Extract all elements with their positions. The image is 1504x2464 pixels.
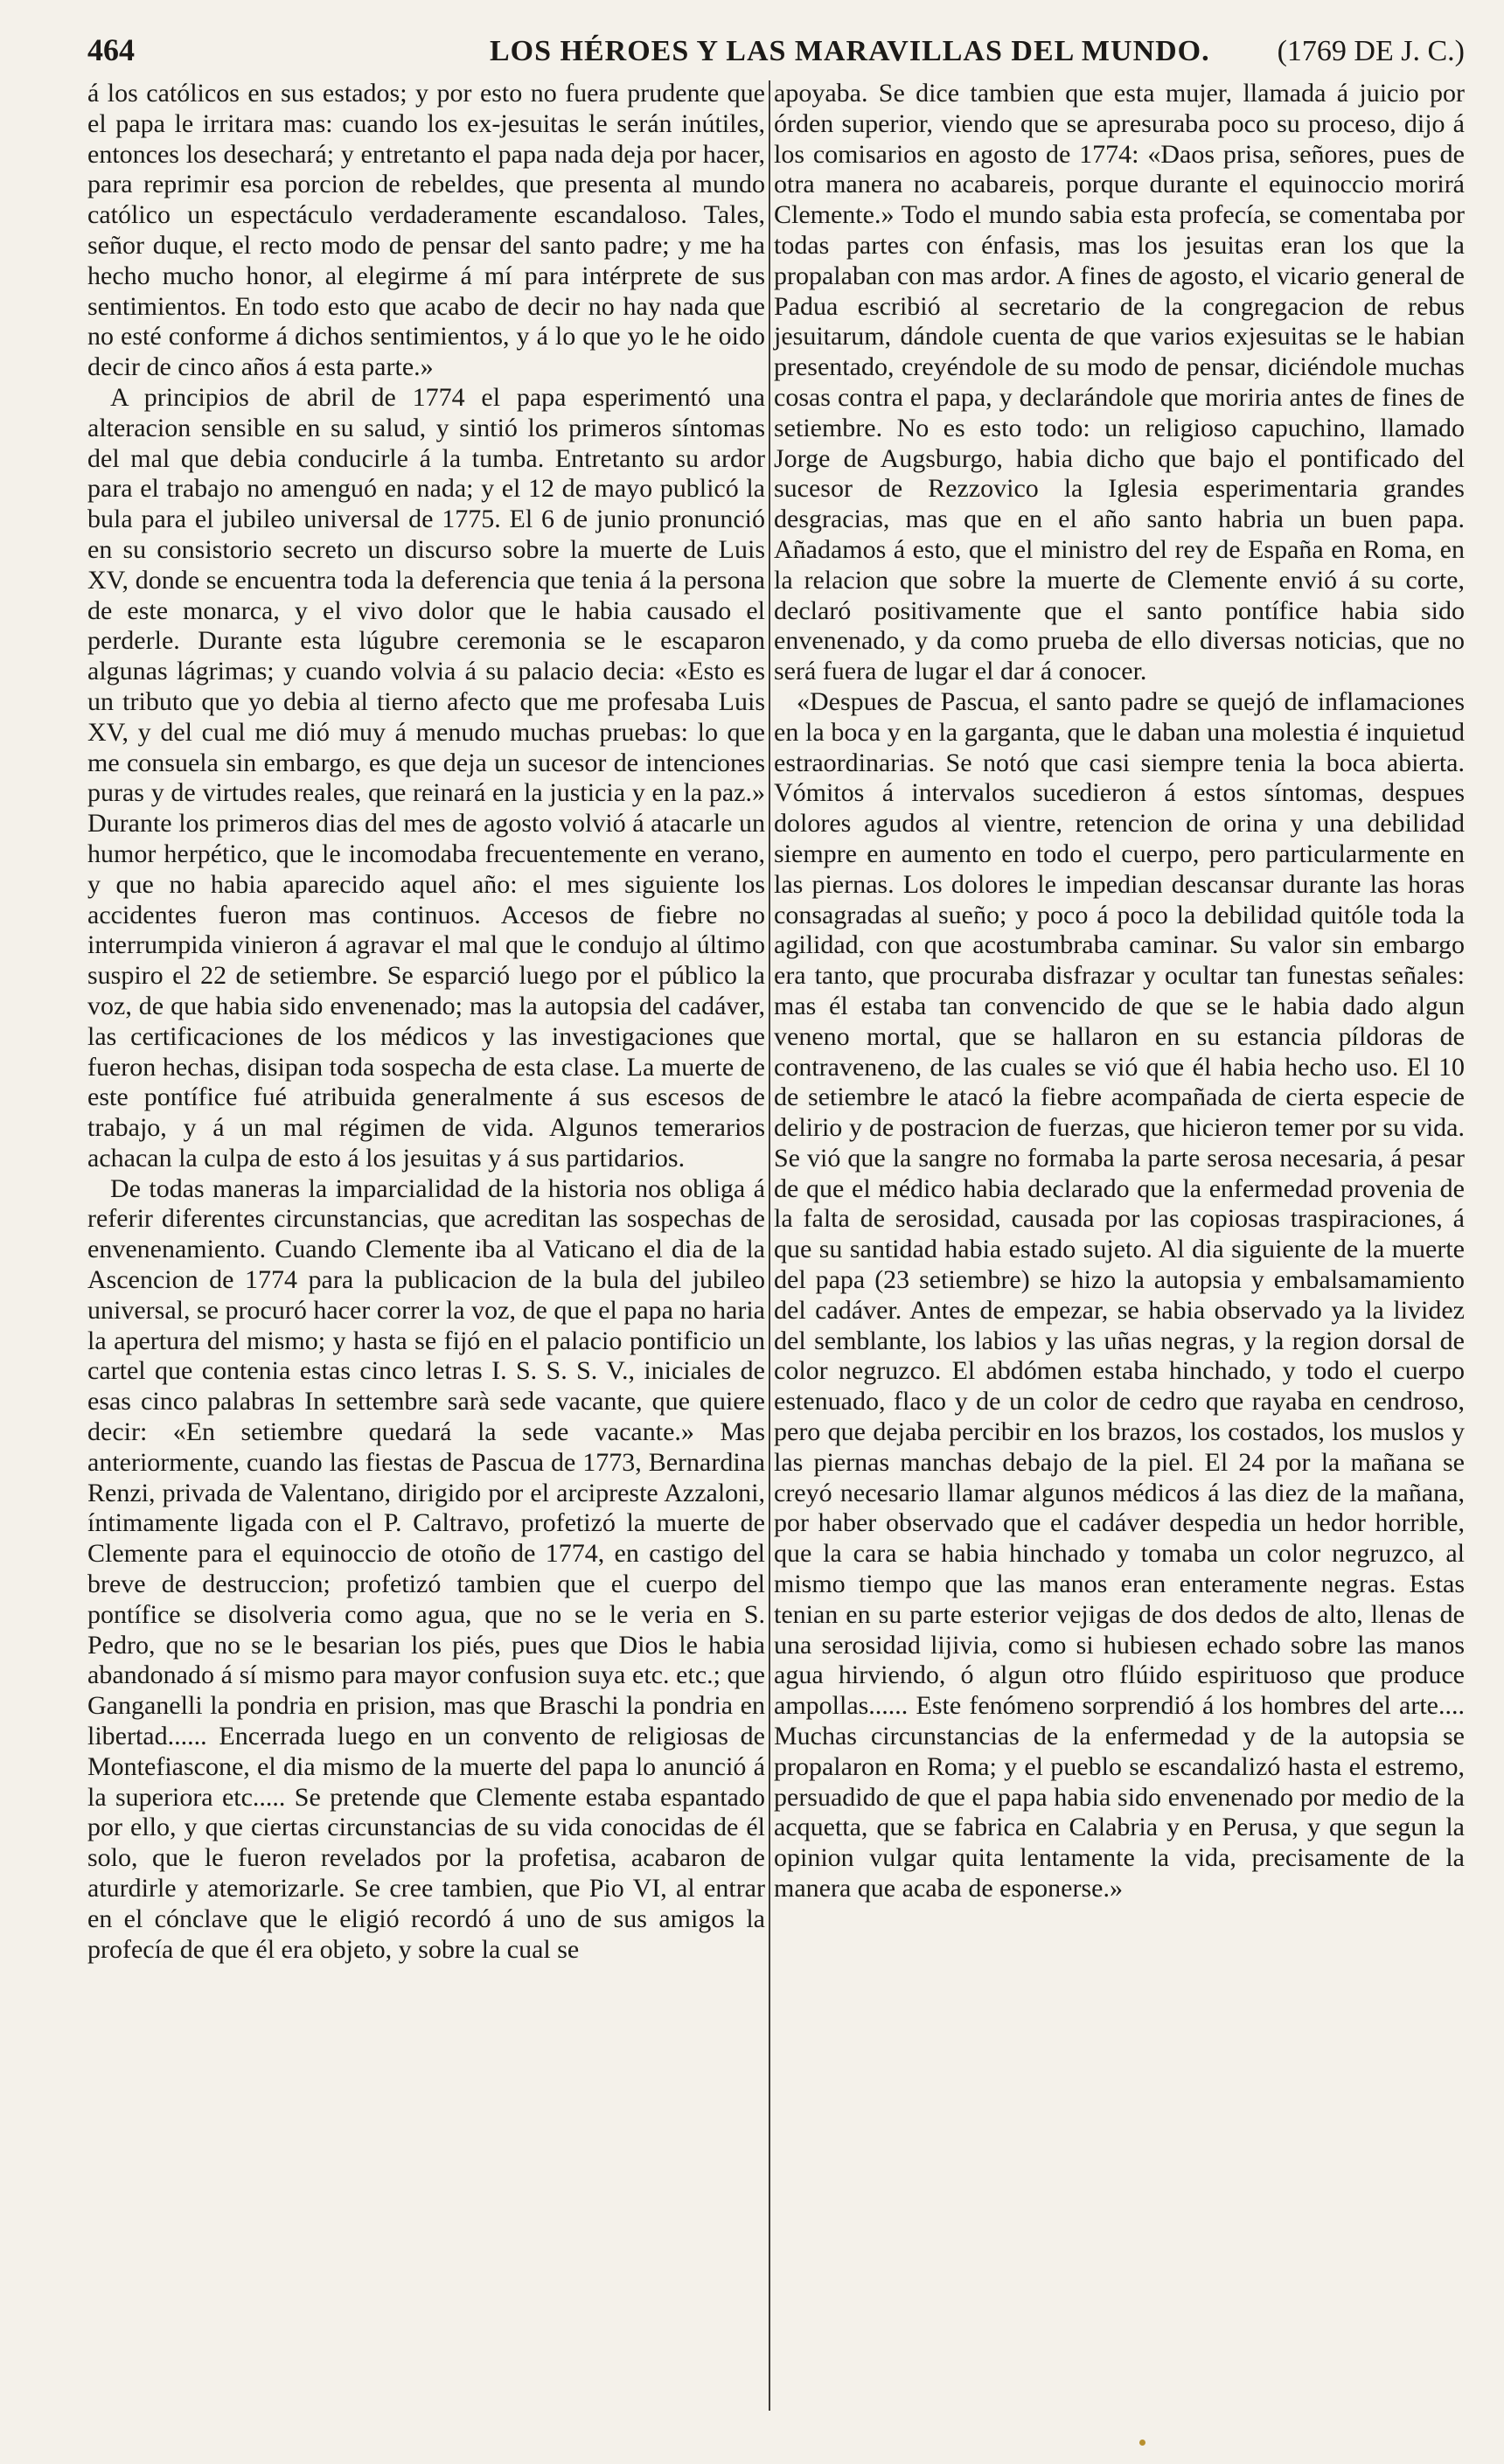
running-header	[87, 26, 1465, 79]
right-column	[774, 79, 1465, 1904]
paragraph: De todas maneras la imparcialidad de la historia nos obliga á referir diferentes circunstancias, que acreditan las sospechas de envenenamiento. Cuando Clemente iba al Vaticano el dia de la Ascencion de 1774 para la publicacion de la bula del jubileo universal, se procuró hacer correr la voz, de que el papa no haria la apertura del mismo; y hasta se fijó en el palacio pontificio un cartel que contenia estas cinco letras I. S. S. S. V., iniciales de esas cinco palabras In settembre sarà sede vacante, que quiere decir: «En setiembre quedará la sede vacante.» Mas anteriormente, cuando las fiestas de Pascua de 1773, Bernardina Renzi, privada de Valentano, dirigido por el arcipreste Azzaloni, íntimamente ligada con el P. Caltravo, profetizó la muerte de Clemente para el equinoccio de otoño de 1774, en castigo del breve de destruccion; profetizó tambien que el cuerpo del pontífice se disolveria como agua, que no se le veria en S. Pedro, que no se le besarian los piés, pues que Dios le habia abandonado á sí mismo para mayor confusion suya etc. etc.; que Ganganelli la pondria en prision, mas que Braschi la pondria en libertad...... Encerrada luego en un convento de religiosas de Montefiascone, el dia mismo de la muerte del papa lo anunció á la superiora etc..... Se pretende que Clemente estaba espantado por ello, y que ciertas circunstancias de su vida conocidas de él solo, que le fueron revelados por la profetisa, acabaron de aturdirle y atemorizarle. Se cree tambien, que Pio VI, al entrar en el cónclave que le eligió recordó á uno de sus amigos la profecía de que él era objeto, y sobre la cual se	[87, 1173, 765, 1964]
ink-spot	[1139, 2440, 1145, 2446]
left-column	[87, 79, 765, 1965]
paragraph: A principios de abril de 1774 el papa esperimentó una alteracion sensible en su salud, y sintió los primeros síntomas del mal que debia conducirle á la tumba. Entretanto su ardor para el trabajo no amenguó en nada; y el 12 de mayo publicó la bula para el jubileo universal de 1775. El 6 de junio pronunció en su consistorio secreto un discurso sobre la muerte de Luis XV, donde se encuentra toda la deferencia que tenia á la persona de este monarca, y el vivo dolor que le habia causado el perderle. Durante esta lúgubre ceremonia se le escaparon algunas lágrimas; y cuando volvia á su palacio decia: «Esto es un tributo que yo debia al tierno afecto que me profesaba Luis XV, y del cual me dió muy á menudo muchas pruebas: lo que me consuela sin embargo, es que deja un sucesor de intenciones puras y de virtudes reales, que reinará en la justicia y en la paz.» Durante los primeros dias del mes de agosto volvió á atacarle un humor herpético, que le incomodaba frecuentemente en verano, y que no habia aparecido aquel año: el mes siguiente los accidentes fueron mas continuos. Accesos de fiebre no interrumpida vinieron á agravar el mal que le condujo al último suspiro el 22 de setiembre. Se esparció luego por el público la voz, de que habia sido envenenado; mas la autopsia del cadáver, las certificaciones de los médicos y las investigaciones que fueron hechas, disipan toda sospecha de esta clase. La muerte de este pontífice fué atribuida generalmente á sus escesos de trabajo, y á un mal régimen de vida. Algunos temerarios achacan la culpa de esto á los jesuitas y á sus partidarios.	[87, 382, 765, 1173]
page-number: 464	[87, 32, 135, 67]
paragraph: á los católicos en sus estados; y por esto no fuera prudente que el papa le irritara mas: cuando los ex-jesuitas le serán inútiles, entonces los desechará; y entretanto el papa nada deja por hacer, para reprimir esa porcion de rebeldes, que presenta al mundo católico un espectáculo verdaderamente escandaloso. Tales, señor duque, el recto modo de pensar del santo padre; y me ha hecho mucho honor, al elegirme á mí para intérprete de sus sentimientos. En todo esto que acabo de decir no hay nada que no esté conforme á dichos sentimientos, y á lo que yo le he oido decir de cinco años á esta parte.»	[87, 79, 765, 382]
paragraph: apoyaba. Se dice tambien que esta mujer, llamada á juicio por órden superior, viendo que se apresuraba poco su proceso, dijo á los comisarios en agosto de 1774: «Daos prisa, señores, pues de otra manera no acabareis, porque durante el equinoccio morirá Clemente.» Todo el mundo sabia esta profecía, se comentaba por todas partes con énfasis, mas los jesuitas eran los que la propalaban con mas ardor. A fines de agosto, el vicario general de Padua escribió al secretario de la congregacion de rebus jesuitarum, dándole cuenta de que varios exjesuitas se le habian presentado, creyéndole de su modo de pensar, diciéndole muchas cosas contra el papa, y declarándole que moriria antes de fines de setiembre. No es esto todo: un religioso capuchino, llamado Jorge de Augsburgo, habia dicho que bajo el pontificado del sucesor de Rezzovico la Iglesia esperimentaria grandes desgracias, mas que en el año santo habria un buen papa. Añadamos á esto, que el ministro del rey de España en Roma, en la relacion que sobre la muerte de Clemente envió á su corte, declaró positivamente que el santo pontífice habia sido envenenado, y da como prueba de ello diversas noticias, que no será fuera de lugar el dar á conocer.	[774, 79, 1465, 686]
running-title: LOS HÉROES Y LAS MARAVILLAS DEL MUNDO.	[490, 35, 1210, 67]
paragraph: «Despues de Pascua, el santo padre se quejó de inflamaciones en la boca y en la garganta, que le daban una molestia é inquietud estraordinarias. Se notó que casi siempre tenia la boca abierta. Vómitos á intervalos sucedieron á estos síntomas, despues dolores agudos al vientre, retencion de orina y una debilidad siempre en aumento en todo el cuerpo, pero particularmente en las piernas. Los dolores le impedian descansar durante las horas consagradas al sueño; y poco á poco la debilidad quitóle toda la agilidad, con que acostumbraba caminar. Su valor sin embargo era tanto, que procuraba disfrazar y ocultar tan funestas señales: mas él estaba tan convencido de que se le habia dado algun veneno mortal, que se hallaron en su estancia píldoras de contraveneno, de las cuales se vió que él habia hecho uso. El 10 de setiembre le atacó la fiebre acompañada de cierta especie de delirio y de postracion de fuerzas, que hicieron temer por su vida. Se vió que la sangre no formaba la parte serosa necesaria, á pesar de que el médico habia declarado que la enfermedad provenia de la falta de serosidad, causada por las copiosas traspiraciones, á que su santidad habia estado sujeto. Al dia siguiente de la muerte del papa (23 setiembre) se hizo la autopsia y embalsamamiento del cadáver. Antes de empezar, se habia observado ya la lividez del semblante, los labios y las uñas negras, y la region dorsal de color negruzco. El abdómen estaba hinchado, y todo el cuerpo estenuado, flaco y de un color de cedro que rayaba en cendroso, pero que dejaba percibir en los brazos, los costados, los muslos y las piernas manchas debajo de la piel. El 24 por la mañana se creyó necesario llamar algunos médicos á las diez de la mañana, por haber observado que el cadáver despedia un hedor horrible, que la cara se habia hinchado y tomaba un color negruzco, al mismo tiempo que las manos eran enteramente negras. Estas tenian en su parte esterior vejigas de dos dedos de alto, llenas de una serosidad lijivia, como si hubiesen echado sobre las manos agua hirviendo, ó algun otro flúido espirituoso que produce ampollas...... Este fenómeno sorprendió á los hombres del arte.... Muchas circunstancias de la enfermedad y de la autopsia se propalaron en Roma; y el pueblo se escandalizó hasta el estremo, persuadido de que el papa habia sido envenenado por medio de la acquetta, que se fabrica en Calabria y en Perusa, y que segun la opinion vulgar quita lentamente la vida, precisamente de la manera que acaba de esponerse.»	[774, 686, 1465, 1904]
column-divider	[769, 80, 770, 2411]
header-year: (1769 DE J. C.)	[1277, 35, 1465, 67]
